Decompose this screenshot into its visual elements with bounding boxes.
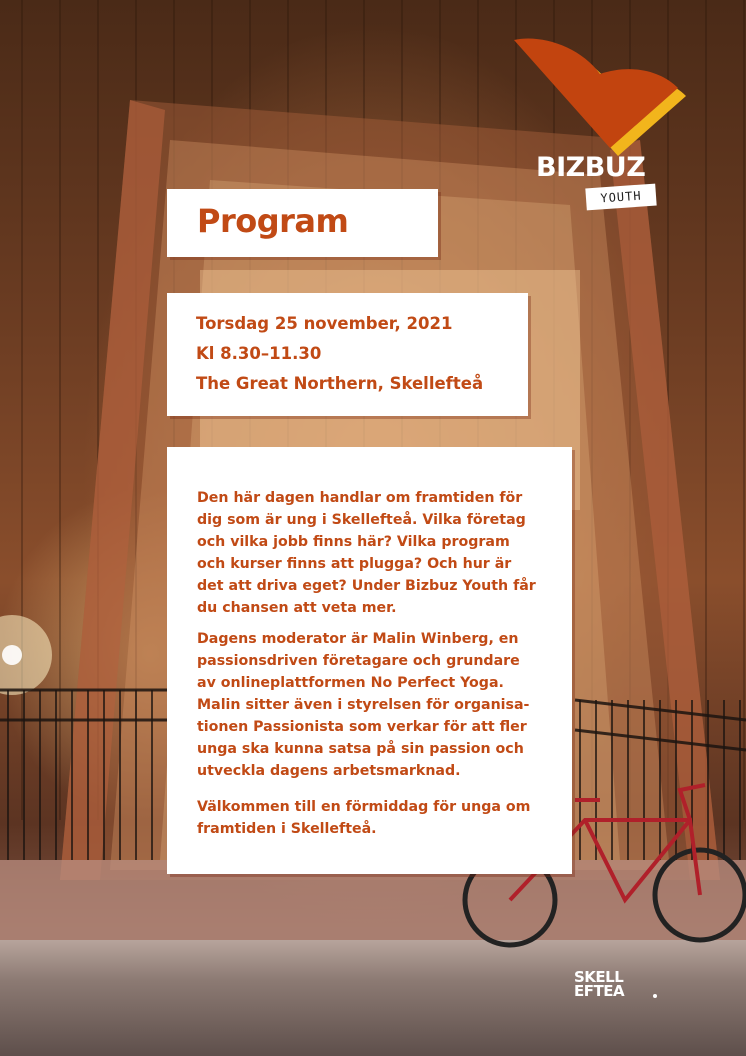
event-info-box <box>167 293 528 416</box>
welcome-paragraph <box>197 796 557 840</box>
event-date: Torsdag 25 november, 2021 <box>196 314 453 333</box>
paragraph-line: och kurser finns att plugga? Och hur är <box>197 556 512 572</box>
paragraph-line: Malin sitter även i styrelsen för organisa- <box>197 697 530 713</box>
moderator-paragraph <box>197 628 557 782</box>
logo-dot <box>653 994 657 998</box>
title-box <box>167 189 438 257</box>
youth-logo-tag: YOUTH <box>585 184 656 211</box>
paragraph-line: framtiden i Skellefteå. <box>197 821 377 837</box>
event-time: Kl 8.30–11.30 <box>196 344 322 363</box>
bizbuz-logo-text: BIZBUZ <box>536 152 646 183</box>
paragraph-line: du chansen att veta mer. <box>197 600 397 616</box>
skelleftea-logo-line1: SKELL <box>574 968 624 986</box>
paragraph-line: det att driva eget? Under Bizbuz Youth får <box>197 578 536 594</box>
skelleftea-logo-line2: EFTEA <box>574 982 625 1000</box>
paragraph-line: dig som är ung i Skellefteå. Vilka företag <box>197 512 526 528</box>
event-venue: The Great Northern, Skellefteå <box>196 374 484 393</box>
skelleftea-logo <box>574 970 664 1010</box>
paragraph-line: passionsdriven företagare och grundare <box>197 653 520 669</box>
description-box <box>167 447 572 874</box>
paragraph-line: tionen Passionista som verkar för att fler <box>197 719 527 735</box>
paragraph-line: av onlineplattformen No Perfect Yoga. <box>197 675 504 691</box>
paragraph-line: Den här dagen handlar om framtiden för <box>197 490 523 506</box>
paragraph-line: unga ska kunna satsa på sin passion och <box>197 741 524 757</box>
paragraph-line: Välkommen till en förmiddag för unga om <box>197 799 531 815</box>
paragraph-line: och vilka jobb finns här? Vilka program <box>197 534 510 550</box>
paragraph-line: Dagens moderator är Malin Winberg, en <box>197 631 519 647</box>
page-title: Program <box>197 202 349 240</box>
paragraph-line: utveckla dagens arbetsmarknad. <box>197 763 461 779</box>
intro-paragraph <box>197 487 557 619</box>
